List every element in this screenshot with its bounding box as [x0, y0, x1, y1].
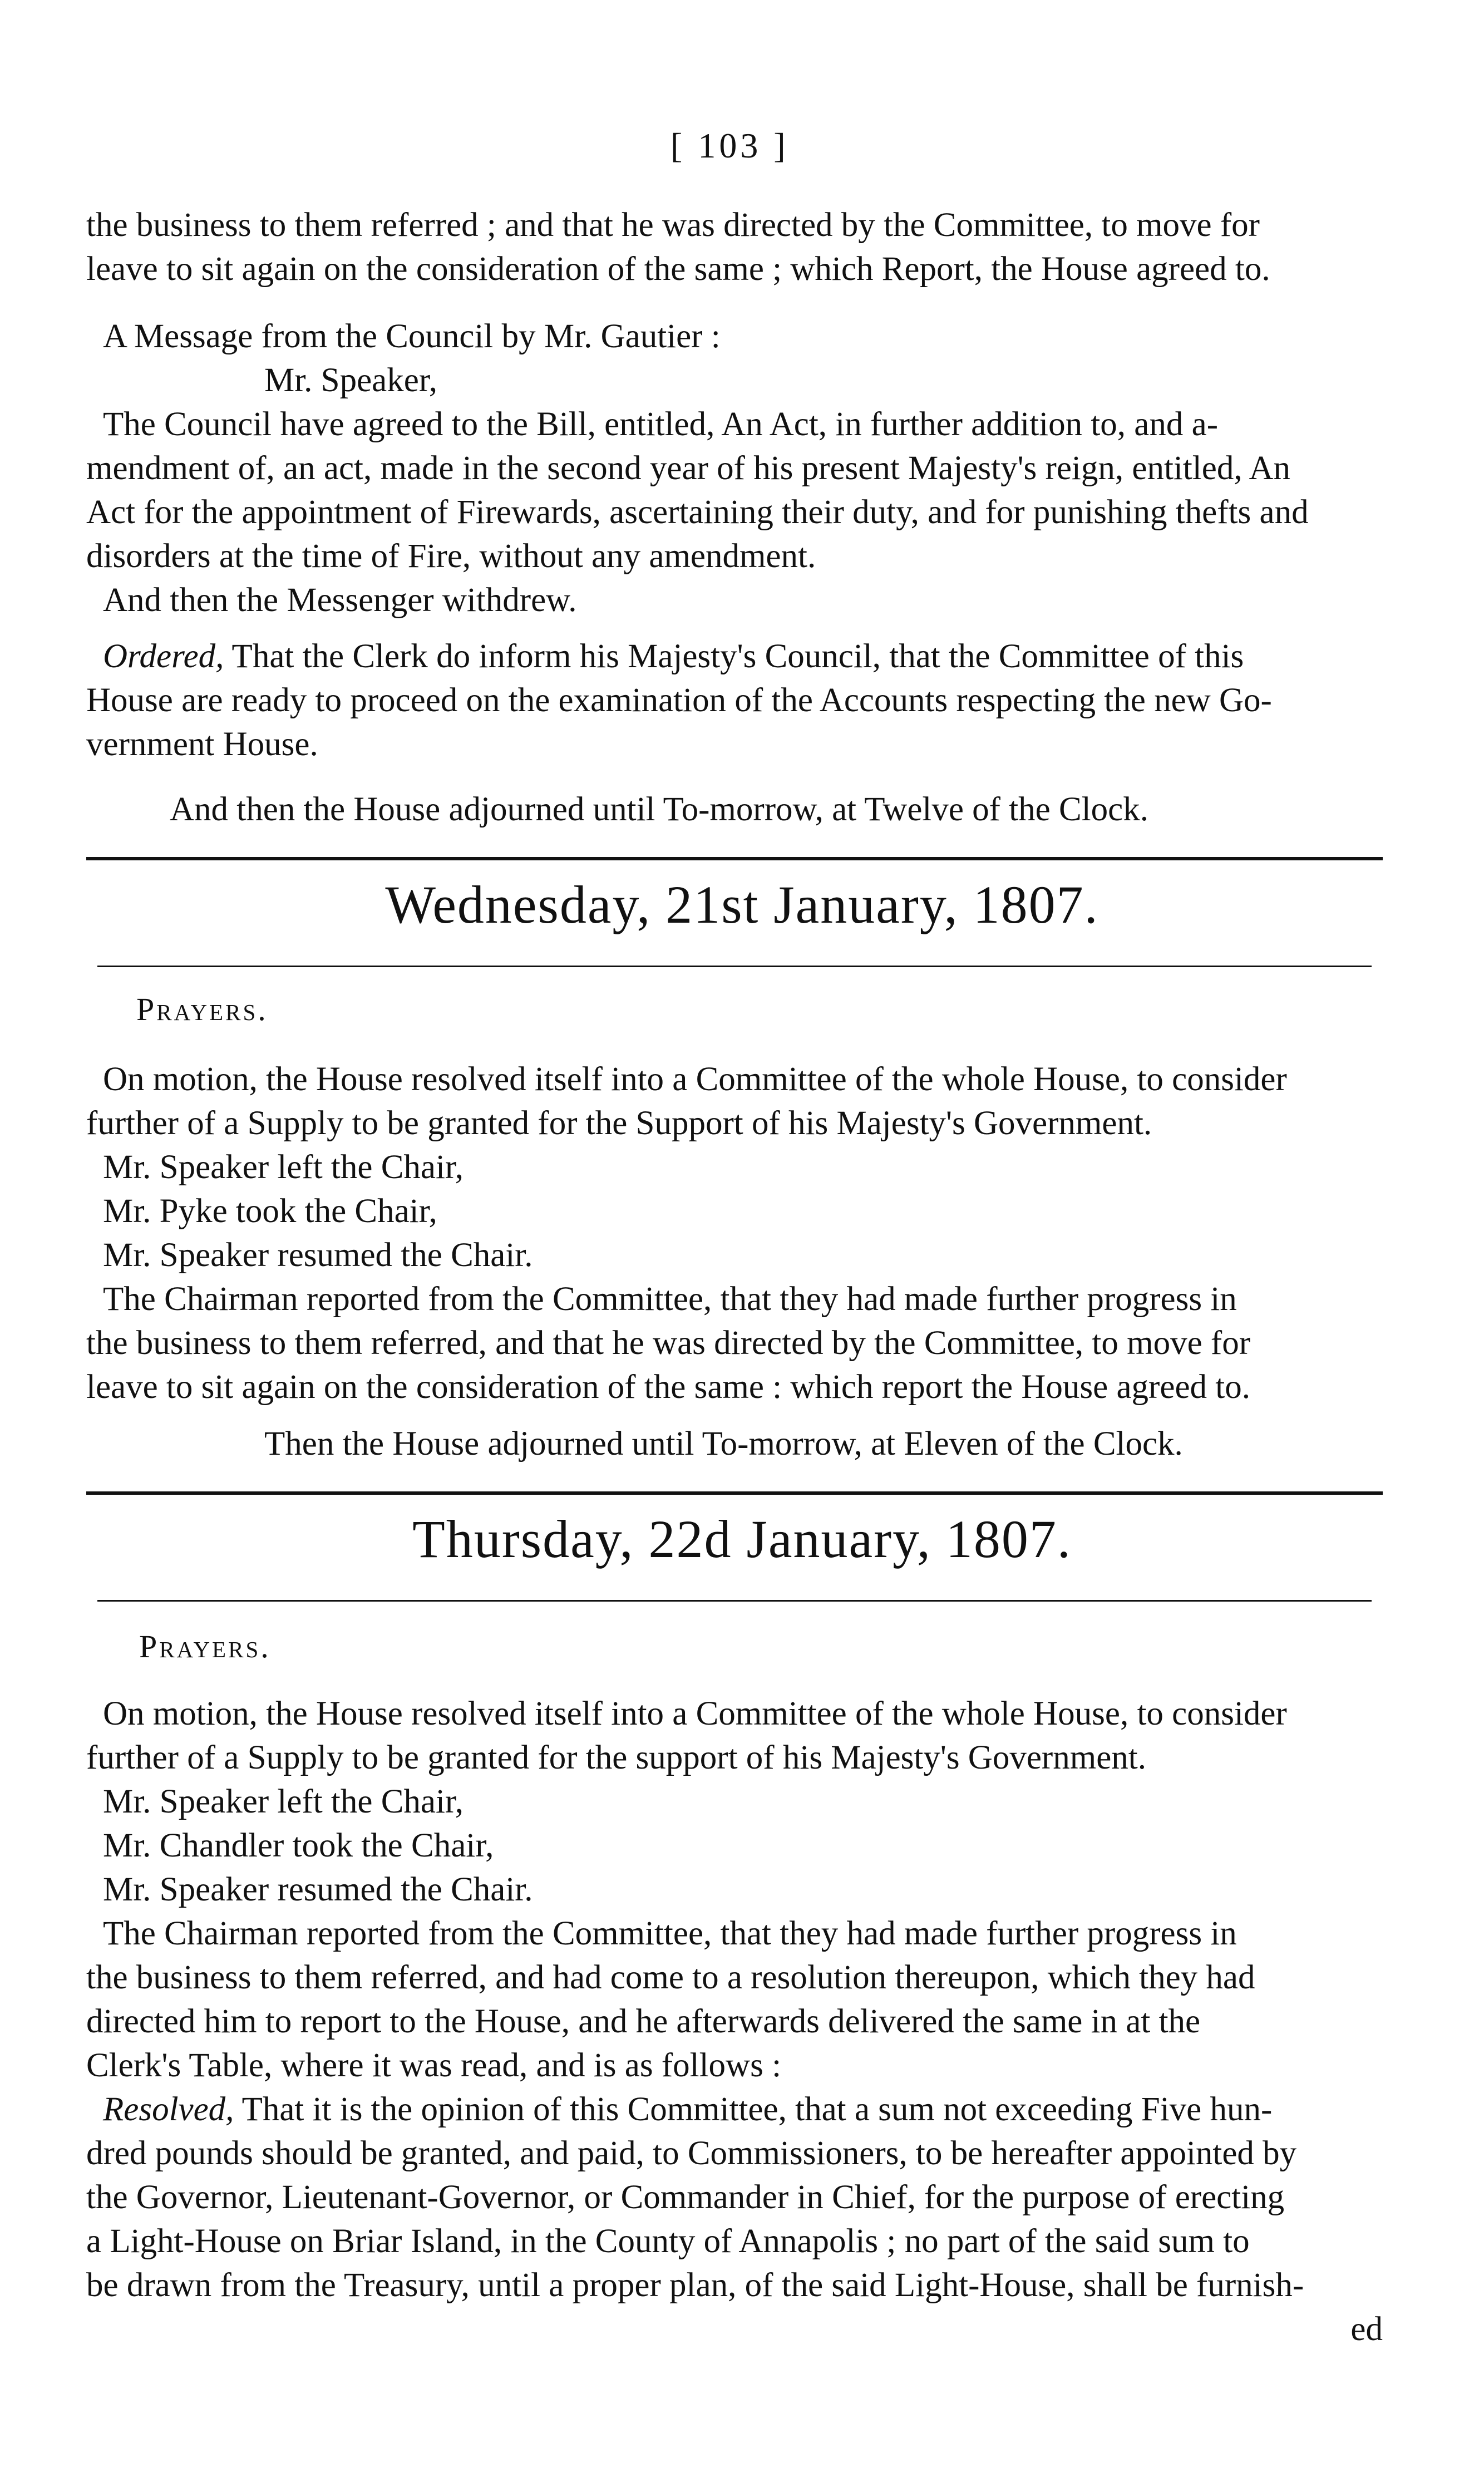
page-number: [ 103 ]: [670, 126, 789, 165]
text-line: On motion, the House resolved itself into a Committee of the whole House, to consider: [103, 1061, 1287, 1098]
thursday-proceedings: [86, 1692, 1383, 2351]
text-line: the Governor, Lieutenant-Governor, or Commander in Chief, for the purpose of erecting: [86, 2179, 1285, 2216]
text-line: leave to sit again on the consideration of the same : which report the House agreed to.: [86, 1368, 1250, 1406]
continuation-paragraph: [86, 203, 1383, 291]
text-line: That it is the opinion of this Committee, that a sum not exceeding Five hun-: [234, 2091, 1273, 2128]
text-line: The Chairman reported from the Committee, that they had made further progress in: [103, 1915, 1237, 1952]
wednesday-proceedings: [86, 1057, 1383, 1409]
text-line: the business to them referred, and that he was directed by the Committee, to move for: [86, 1324, 1251, 1362]
chair-line: Mr. Speaker resumed the Chair.: [103, 1871, 533, 1908]
adjournment-line: [86, 1422, 1383, 1466]
text-line: That the Clerk do inform his Majesty's Council, that the Committee of this: [224, 638, 1244, 675]
adjourn-text: Then the House adjourned until To-morrow, at Eleven of the Clock.: [264, 1425, 1183, 1462]
text-line: the business to them referred ; and that he was directed by the Committee, to move for: [86, 206, 1260, 244]
adjournment-line: [86, 787, 1383, 831]
chair-line: Mr. Chandler took the Chair,: [103, 1827, 494, 1864]
text-line: House are ready to proceed on the examination of the Accounts respecting the new Go-: [86, 682, 1272, 719]
chair-line: Mr. Speaker left the Chair,: [103, 1783, 464, 1820]
date-heading-wednesday: Wednesday, 21st January, 1807.: [385, 875, 1099, 934]
section-rule: [97, 966, 1372, 967]
resolved-label: Resolved,: [103, 2091, 234, 2128]
text-line: The Council have agreed to the Bill, entitled, An Act, in further addition to, and a-: [103, 406, 1219, 443]
text-line: be drawn from the Treasury, until a proper plan, of the said Light-House, shall be furnish-: [86, 2267, 1304, 2304]
section-rule: [97, 1600, 1372, 1602]
text-line: directed him to report to the House, and he afterwards delivered the same in at the: [86, 2003, 1201, 2040]
text-line: further of a Supply to be granted for the support of his Majesty's Government.: [86, 1739, 1146, 1776]
ordered-label: Ordered,: [103, 638, 224, 675]
message-intro: A Message from the Council by Mr. Gautier :: [103, 318, 721, 355]
chair-line: Mr. Pyke took the Chair,: [103, 1193, 437, 1230]
section-rule: [86, 1491, 1383, 1495]
chair-line: Mr. Speaker resumed the Chair.: [103, 1237, 533, 1274]
text-line: Clerk's Table, where it was read, and is as follows :: [86, 2047, 782, 2084]
section-rule: [86, 857, 1383, 860]
text-line: vernment House.: [86, 726, 318, 763]
text-line: dred pounds should be granted, and paid, to Commissioners, to be hereafter appointed by: [86, 2135, 1297, 2172]
ordered-paragraph: [86, 634, 1383, 766]
text-line: further of a Supply to be granted for the Support of his Majesty's Government.: [86, 1105, 1152, 1142]
text-line: mendment of, an act, made in the second year of his present Majesty's reign, entitled, An: [86, 450, 1291, 487]
messenger-withdrew: And then the Messenger withdrew.: [103, 582, 577, 619]
catchword: ed: [1350, 2311, 1383, 2348]
text-line: a Light-House on Briar Island, in the County of Annapolis ; no part of the said sum to: [86, 2223, 1250, 2260]
prayers-label: Prayers.: [136, 991, 268, 1027]
chair-line: Mr. Speaker left the Chair,: [103, 1149, 464, 1186]
text-line: the business to them referred, and had come to a resolution thereupon, which they had: [86, 1959, 1255, 1996]
text-line: On motion, the House resolved itself into a Committee of the whole House, to consider: [103, 1695, 1287, 1732]
council-message: [86, 314, 1383, 622]
text-line: disorders at the time of Fire, without any amendment.: [86, 538, 816, 575]
text-line: leave to sit again on the consideration of the same ; which Report, the House agreed to.: [86, 250, 1270, 288]
date-heading-thursday: Thursday, 22d January, 1807.: [412, 1509, 1072, 1569]
message-salutation: Mr. Speaker,: [264, 362, 437, 399]
adjourn-text: And then the House adjourned until To-morrow, at Twelve of the Clock.: [170, 791, 1148, 828]
prayers-label: Prayers.: [139, 1628, 271, 1664]
text-line: The Chairman reported from the Committee, that they had made further progress in: [103, 1281, 1237, 1318]
text-line: Act for the appointment of Firewards, ascertaining their duty, and for punishing thefts and: [86, 494, 1309, 531]
